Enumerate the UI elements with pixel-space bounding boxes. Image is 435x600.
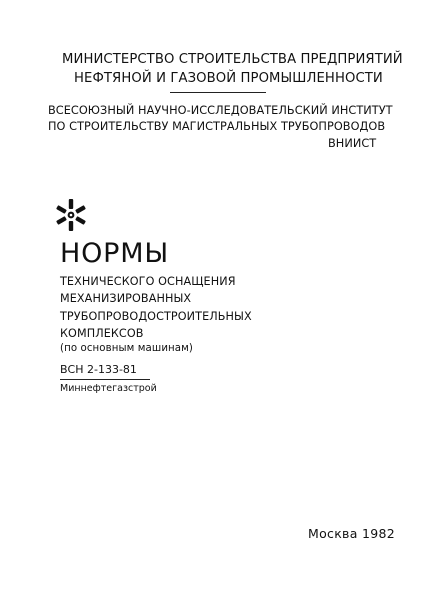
document-code: ВСН 2-133-81	[60, 363, 137, 376]
institute-line-1: ВСЕСОЮЗНЫЙ НАУЧНО-ИССЛЕДОВАТЕЛЬСКИЙ ИНСТИТУТ	[48, 104, 393, 117]
subtitle-line-2: МЕХАНИЗИРОВАННЫХ	[60, 292, 192, 305]
issuing-organization: Миннефтегазстрой	[60, 383, 157, 394]
institute-emblem-icon	[54, 198, 88, 232]
institute-line-2: ПО СТРОИТЕЛЬСТВУ МАГИСТРАЛЬНЫХ ТРУБОПРОВОДОВ	[48, 120, 386, 133]
document-title: НОРМЫ	[60, 238, 169, 269]
code-underline	[60, 379, 150, 380]
city-year: Москва 1982	[308, 526, 395, 541]
ministry-line-1: МИНИСТЕРСТВО СТРОИТЕЛЬСТВА ПРЕДПРИЯТИЙ	[62, 52, 403, 67]
institute-abbreviation: ВНИИСТ	[328, 137, 377, 150]
subtitle-note: (по основным машинам)	[60, 343, 194, 354]
ministry-line-2: НЕФТЯНОЙ И ГАЗОВОЙ ПРОМЫШЛЕННОСТИ	[74, 71, 383, 86]
header-divider	[170, 92, 266, 93]
subtitle-line-4: КОМПЛЕКСОВ	[60, 327, 144, 340]
subtitle-line-3: ТРУБОПРОВОДОСТРОИТЕЛЬНЫХ	[60, 310, 252, 323]
subtitle-line-1: ТЕХНИЧЕСКОГО ОСНАЩЕНИЯ	[60, 275, 236, 288]
